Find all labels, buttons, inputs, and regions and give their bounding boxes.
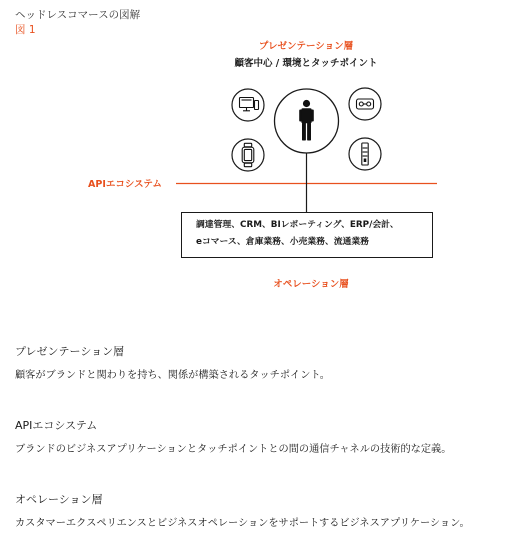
operations-box-line-2: eコマース、倉庫業務、小売業務、流通業務 [196,237,369,247]
operations-layer-title: オペレーション層 [273,279,349,290]
desktop-circle [232,89,264,121]
document-title: ヘッドレスコマースの図解 [15,9,141,21]
operations-box-line-1: 調達管理、CRM、BIレポーティング、ERP/会計、 [196,220,399,230]
section-body-operations: カスタマーエクスペリエンスとビジネスオペレーションをサポートするビジネスアプリケーション。 [15,518,470,529]
section-heading-presentation: プレゼンテーション層 [15,345,125,358]
section-heading-operations: オペレーション層 [15,493,103,506]
section-body-api: ブランドのビジネスアプリケーションとタッチポイントとの間の通信チャネルの技術的な定義。 [15,444,452,455]
section-body-presentation: 顧客がブランドと関わりを持ち、関係が構築されるタッチポイント。 [15,370,330,381]
section-heading-api: APIエコシステム [15,419,98,432]
figure-label: 図 1 [15,24,36,36]
api-ecosystem-label: APIエコシステム [88,179,162,190]
presentation-layer-title: プレゼンテーション層 [258,41,354,52]
presentation-layer-subtitle: 顧客中心 / 環境とタッチポイント [234,58,378,69]
operations-box [181,212,433,258]
